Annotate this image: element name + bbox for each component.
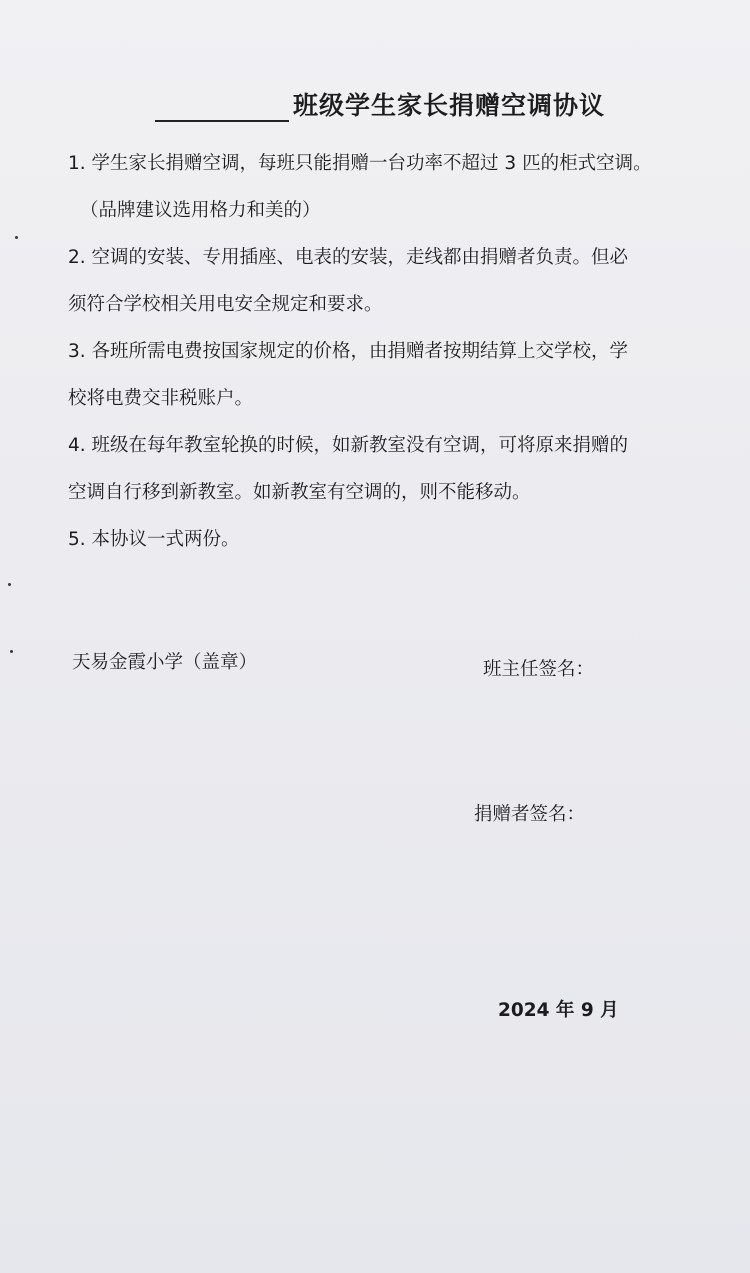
title-row	[155, 86, 710, 122]
clause-1-line-1: 1. 学生家长捐赠空调，每班只能捐赠一台功率不超过 3 匹的柜式空调。	[68, 153, 652, 174]
clause-5: 5. 本协议一式两份。	[68, 529, 240, 550]
paper-speck	[10, 650, 13, 653]
clause-2-line-1: 2. 空调的安装、专用插座、电表的安装，走线都由捐赠者负责。但必	[68, 247, 629, 268]
clause-3-line-1: 3. 各班所需电费按国家规定的价格，由捐赠者按期结算上交学校，学	[68, 341, 629, 362]
class-name-blank	[155, 92, 289, 122]
clause-3-line-2: 校将电费交非税账户。	[68, 388, 254, 409]
document-title: 班级学生家长捐赠空调协议	[293, 91, 606, 120]
school-seal-label: 天易金霞小学（盖章）	[72, 652, 258, 673]
clause-4-line-1: 4. 班级在每年教室轮换的时候，如新教室没有空调，可将原来捐赠的	[68, 435, 629, 456]
paper-speck	[8, 583, 11, 586]
donor-signature-label: 捐赠者签名：	[474, 804, 586, 825]
clause-2-line-2: 须符合学校相关用电安全规定和要求。	[68, 294, 383, 315]
document-date: 2024 年 9 月	[498, 1000, 619, 1021]
clause-1-line-2: （品牌建议选用格力和美的）	[80, 200, 321, 221]
teacher-signature-label: 班主任签名：	[483, 659, 595, 680]
clause-4-line-2: 空调自行移到新教室。如新教室有空调的，则不能移动。	[68, 482, 531, 503]
agreement-clauses	[68, 140, 722, 563]
paper-speck	[15, 236, 18, 239]
